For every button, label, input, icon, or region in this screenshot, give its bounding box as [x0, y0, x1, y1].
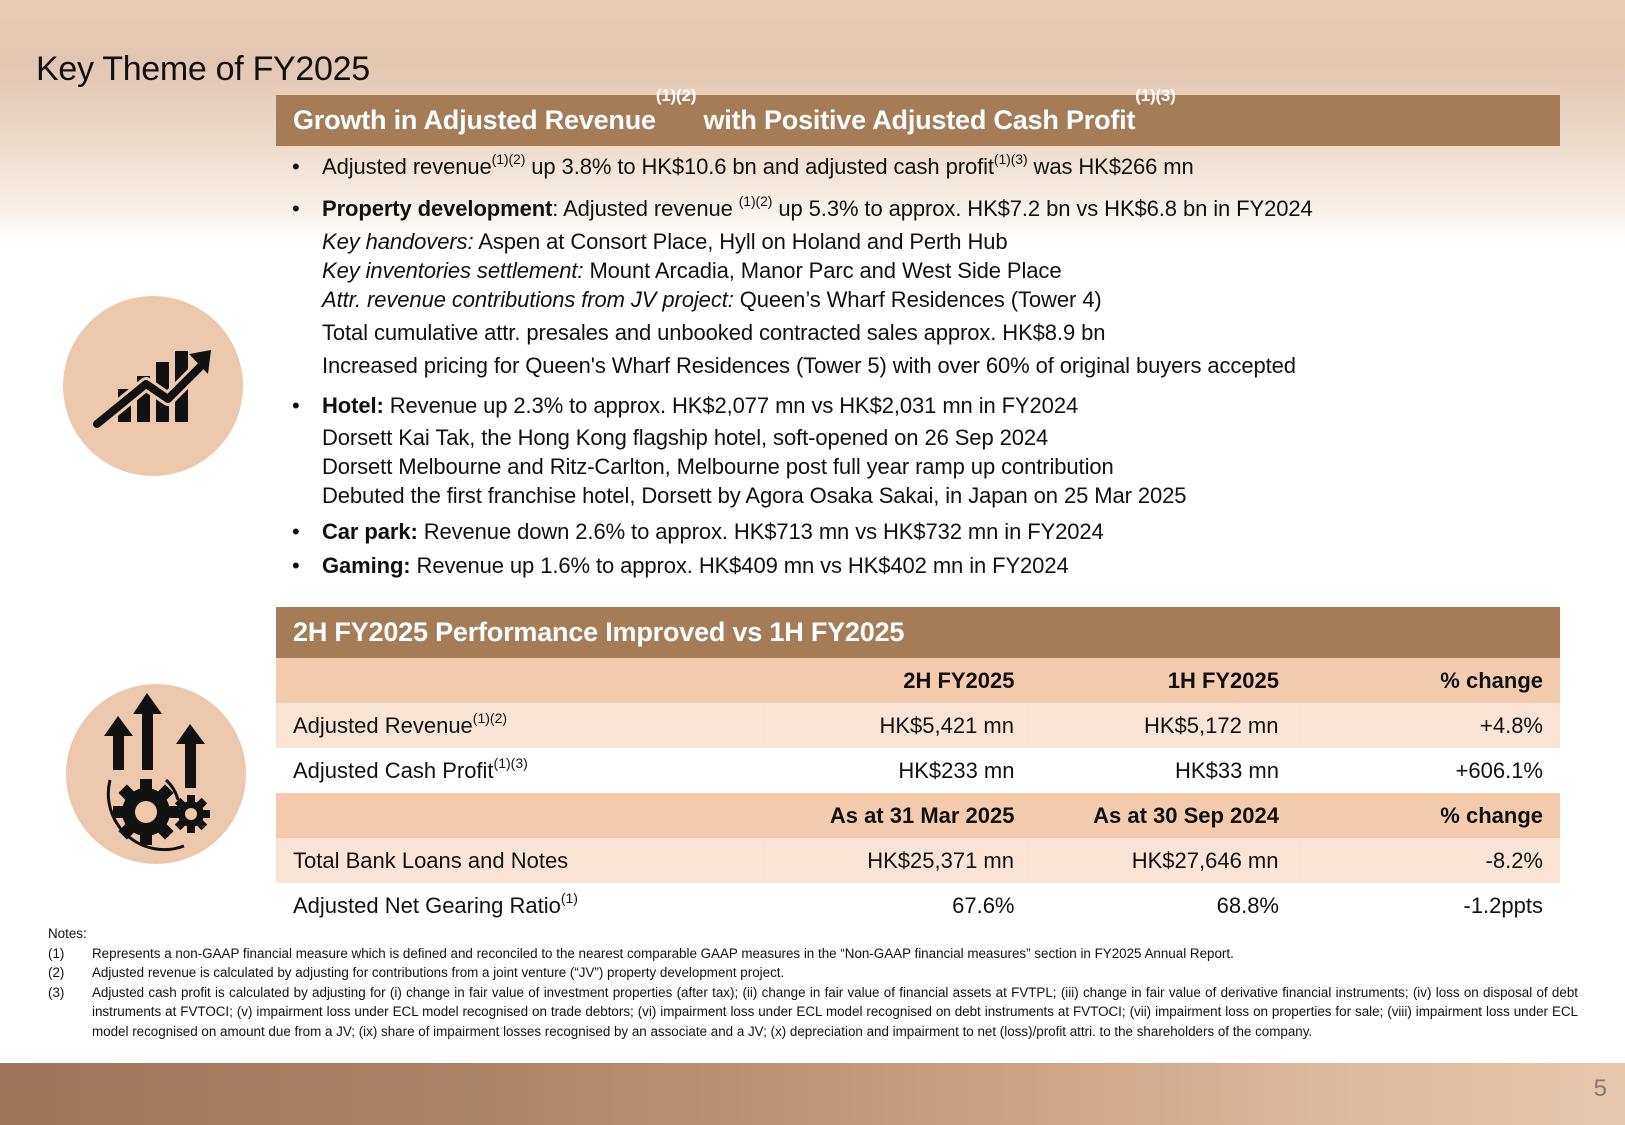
table-row [276, 703, 1560, 748]
note-text: Adjusted revenue is calculated by adjusting for contributions from a joint venture (“JV”) property development project. [92, 965, 785, 981]
bullet-car-park [292, 519, 1104, 545]
value-cell: HK$5,172 mn [1032, 703, 1297, 748]
footnote-ref: (1)(2) [472, 709, 508, 726]
bullet-dot: • [292, 519, 300, 544]
row-label: Adjusted Net Gearing Ratio [293, 892, 561, 918]
bullet-text: up 3.8% to HK$10.6 bn and adjusted cash profit [525, 154, 994, 179]
bullet-label: Car park: [322, 519, 418, 544]
page-number: 5 [1593, 1075, 1607, 1102]
table-header-row [276, 658, 1560, 703]
note-item [48, 983, 1578, 1042]
bullet-dot: • [292, 393, 300, 418]
sub-line [322, 229, 1008, 255]
table-header-row [276, 793, 1560, 838]
bullet-label: Property development [322, 196, 553, 221]
bullet-dot: • [292, 196, 300, 221]
bullet-text: Adjusted revenue [322, 154, 492, 179]
value-cell: 67.6% [952, 892, 1015, 918]
row-label: Adjusted Cash Profit [293, 757, 494, 783]
bullet-text: up 5.3% to approx. HK$7.2 bn vs HK$6.8 bn in FY2024 [772, 196, 1313, 221]
footnote-ref: (1)(2) [655, 86, 697, 105]
note-item [48, 963, 1578, 983]
table-row [276, 883, 1560, 928]
bullet-gaming [292, 553, 1069, 579]
bullet-text: was HK$266 mn [1027, 154, 1194, 179]
sub-line: Increased pricing for Queen's Wharf Residences (Tower 5) with over 60% of original buyers accepted [322, 353, 1296, 378]
sub-text: Queen’s Wharf Residences (Tower 4) [733, 287, 1102, 312]
bullet-text: Revenue up 1.6% to approx. HK$409 mn vs HK$402 mn in FY2024 [410, 553, 1069, 578]
section-heading-growth [276, 86, 1560, 146]
header-cell [276, 793, 767, 838]
sub-line [322, 287, 1102, 313]
value-cell: HK$25,371 mn [767, 838, 1032, 883]
change-cell: -8.2% [1296, 838, 1560, 883]
gears-arrows-up-icon [66, 684, 246, 864]
growth-chart-arrow-icon [63, 296, 243, 476]
sub-text: Aspen at Consort Place, Hyll on Holand and Perth Hub [473, 229, 1008, 254]
sub-label: Key handovers: [322, 229, 474, 254]
bullet-property-development [292, 193, 1313, 222]
sub-line: Dorsett Melbourne and Ritz-Carlton, Melbourne post full year ramp up contribution [322, 454, 1114, 479]
table-row [276, 838, 1560, 883]
heading-text: Growth in Adjusted Revenue [293, 105, 656, 135]
footnote-ref: (1)(2) [491, 151, 526, 167]
header-cell: As at 30 Sep 2024 [1093, 802, 1279, 828]
bullet-label: Gaming: [322, 553, 411, 578]
value-cell: HK$33 mn [1175, 757, 1279, 783]
note-number: (1) [48, 945, 65, 961]
bullet-label: Hotel: [322, 393, 384, 418]
sub-text: Mount Arcadia, Manor Parc and West Side Place [583, 258, 1062, 283]
note-number: (2) [48, 965, 65, 981]
row-label-cell [276, 703, 767, 748]
header-cell: 2H FY2025 [903, 667, 1015, 693]
footnote-ref: (1)(3) [493, 754, 528, 771]
header-cell: As at 31 Mar 2025 [829, 802, 1015, 828]
header-cell: 1H FY2025 [1167, 667, 1279, 693]
bullet-text: Revenue down 2.6% to approx. HK$713 mn vs HK$732 mn in FY2024 [417, 519, 1104, 544]
performance-table [276, 658, 1560, 928]
note-text: Adjusted cash profit is calculated by adjusting for (i) change in fair value of investment properties (after tax); (ii) change in fair value of financial assets at FVTPL; (iii) change in fair value of derivative financial instruments; (iv) loss on disposal of debt instruments at FVTOCI; (v) impairment loss under ECL model recognised on trade debtors; (vi) impairment loss under ECL model recognised on debt instruments at FVTOCI; (vii) impairment loss on properties for sale; (viii) impairment loss under ECL model recognised on amount due from a JV; (ix) share of impairment losses recognised by an associate and a JV; (x) depreciation and impairment to net (loss)/profit attri. to the shareholders of the company. [92, 984, 1578, 1039]
bullet-summary [292, 151, 1194, 180]
bullet-dot: • [292, 154, 300, 179]
value-cell: HK$5,421 mn [767, 703, 1032, 748]
notes-title: Notes: [48, 926, 87, 941]
note-item [48, 944, 1578, 964]
sub-line: Dorsett Kai Tak, the Hong Kong flagship hotel, soft-opened on 26 Sep 2024 [322, 425, 1049, 450]
header-cell: % change [1440, 667, 1543, 693]
bullet-text: Revenue up 2.3% to approx. HK$2,077 mn vs HK$2,031 mn in FY2024 [383, 393, 1079, 418]
row-label: Total Bank Loans and Notes [293, 847, 569, 873]
bullet-text: : Adjusted revenue [552, 196, 739, 221]
footnote-ref: (1) [560, 889, 578, 906]
table-row [276, 748, 1560, 793]
slide-title: Key Theme of FY2025 [36, 50, 370, 88]
change-cell: +4.8% [1296, 703, 1560, 748]
change-cell: -1.2ppts [1463, 892, 1543, 918]
header-cell: % change [1440, 802, 1543, 828]
row-label: Adjusted Revenue [293, 712, 473, 738]
section-heading-performance: 2H FY2025 Performance Improved vs 1H FY2025 [276, 607, 1560, 658]
row-label-cell [276, 883, 767, 928]
note-number: (3) [48, 984, 65, 1000]
change-cell: +606.1% [1455, 757, 1543, 783]
sub-line [322, 258, 1061, 284]
sub-line: Debuted the first franchise hotel, Dorsett by Agora Osaka Sakai, in Japan on 25 Mar 2025 [322, 483, 1187, 508]
footer-band [0, 1063, 1625, 1125]
notes-section [48, 924, 1578, 1042]
bullet-dot: • [292, 553, 300, 578]
footnote-ref: (1)(3) [1135, 86, 1176, 105]
heading-text: with Positive Adjusted Cash Profit [696, 105, 1136, 135]
value-cell: HK$27,646 mn [1032, 838, 1297, 883]
footnote-ref: (1)(2) [738, 193, 773, 209]
value-cell: 68.8% [1216, 892, 1279, 918]
bullet-hotel [292, 393, 1078, 419]
row-label-cell [276, 748, 767, 793]
sub-line: Total cumulative attr. presales and unbooked contracted sales approx. HK$8.9 bn [322, 320, 1106, 345]
note-text: Represents a non-GAAP financial measure which is defined and reconciled to the nearest comparable GAAP measures in the “Non-GAAP financial measures” section in FY2025 Annual Report. [92, 945, 1234, 961]
sub-label: Key inventories settlement: [322, 258, 584, 283]
value-cell: HK$233 mn [898, 757, 1015, 783]
header-cell [276, 658, 767, 703]
footnote-ref: (1)(3) [993, 151, 1028, 167]
sub-label: Attr. revenue contributions from JV project: [322, 287, 734, 312]
row-label-cell [276, 838, 767, 883]
